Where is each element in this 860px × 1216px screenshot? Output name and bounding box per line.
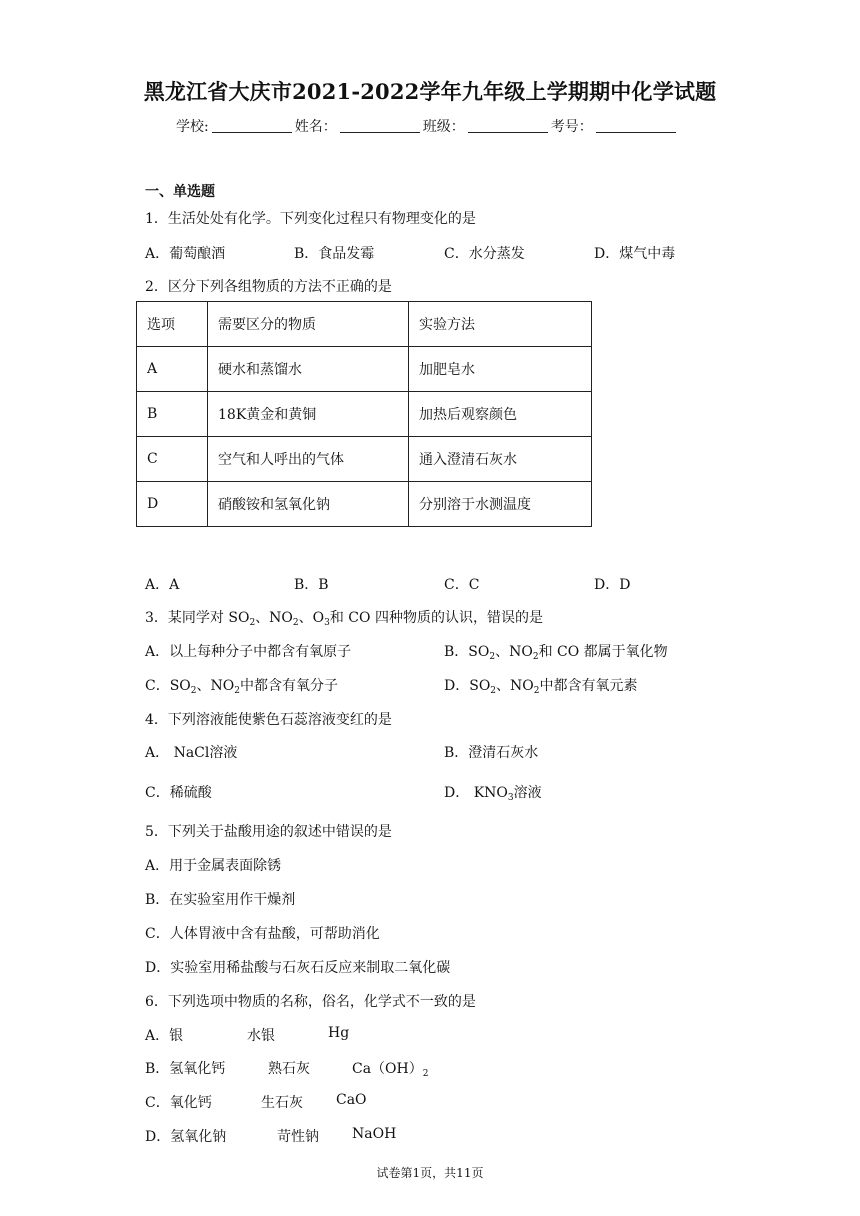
- q6-option-d-formula: NaOH: [352, 1126, 397, 1142]
- table-cell: 18K黄金和黄铜: [208, 392, 409, 437]
- q6-option-b-formula: [352, 1058, 428, 1078]
- q3-option-b: [444, 641, 668, 661]
- q5-stem: 5．下列关于盐酸用途的叙述中错误的是: [145, 824, 392, 840]
- option-text: B．SO: [444, 644, 490, 660]
- option-text: 、NO: [196, 678, 235, 694]
- subscript: 3: [507, 793, 514, 803]
- subscript: 2: [190, 686, 197, 696]
- subscript: 2: [422, 1069, 429, 1079]
- table-cell: B: [137, 392, 208, 437]
- option-text: 、NO: [495, 644, 533, 660]
- q5-option-c: C．人体胃液中含有盐酸，可帮助消化: [145, 926, 380, 942]
- school-blank: [212, 118, 292, 133]
- table-cell: 加肥皂水: [409, 347, 592, 392]
- q6-option-a-formula: Hg: [328, 1025, 350, 1041]
- q4-option-c: C．稀硫酸: [145, 785, 212, 801]
- q4-option-b: B．澄清石灰水: [444, 745, 539, 761]
- option-label: A．: [145, 745, 170, 761]
- q6-option-d-common: 苛性钠: [277, 1129, 319, 1145]
- chemical-formula: Ca（OH）: [352, 1061, 423, 1077]
- q4-option-d: [444, 782, 542, 802]
- table-cell: 硝酸铵和氢氧化钠: [208, 482, 409, 527]
- chemical-formula: NaCl: [173, 745, 210, 761]
- q5-option-b: B．在实验室用作干燥剂: [145, 892, 296, 908]
- q2-option-b: B．B: [294, 577, 329, 593]
- table-row: [137, 347, 592, 392]
- q4-option-a: [145, 742, 237, 762]
- exam-no-blank: [596, 118, 676, 133]
- q1-option-b: B．食品发霉: [294, 246, 375, 262]
- student-info-line: [176, 116, 679, 136]
- subscript: 2: [234, 686, 240, 696]
- option-text: C．SO: [145, 678, 191, 694]
- table-cell: D: [137, 482, 208, 527]
- page-footer: 试卷第1页，共11页: [376, 1166, 484, 1180]
- q5-option-d: D．实验室用稀盐酸与石灰石反应来制取二氧化碳: [145, 960, 451, 976]
- q2-table: [136, 301, 592, 527]
- option-text: 中都含有氧元素: [539, 678, 638, 694]
- q1-option-c: C．水分蒸发: [444, 246, 525, 262]
- subscript: 2: [490, 686, 497, 696]
- page-title: 黑龙江省大庆市2021-2022学年九年级上学期期中化学试题: [143, 79, 717, 104]
- option-text: 、NO: [496, 678, 534, 694]
- q2-option-c: C．C: [444, 577, 480, 593]
- q1-stem: 1．生活处处有化学。下列变化过程只有物理变化的是: [145, 211, 476, 227]
- q6-option-b-common: 熟石灰: [268, 1061, 310, 1077]
- table-cell: A: [137, 347, 208, 392]
- subscript: 2: [249, 618, 256, 628]
- q6-option-a-name: A．银: [145, 1028, 184, 1044]
- table-row: [137, 392, 592, 437]
- class-blank: [468, 118, 548, 133]
- q3-stem-text: 和 CO 四种物质的认识，错误的是: [329, 610, 543, 626]
- table-header-row: [137, 302, 592, 347]
- q6-option-c-formula: CaO: [336, 1092, 367, 1108]
- q1-option-a: A．葡萄酿酒: [145, 246, 226, 262]
- name-label: 姓名：: [294, 119, 337, 135]
- subscript: 2: [292, 618, 299, 628]
- table-row: [137, 437, 592, 482]
- option-text: 溶液: [513, 785, 542, 801]
- table-row: [137, 482, 592, 527]
- q6-option-c-name: C．氧化钙: [145, 1095, 212, 1111]
- class-label: 班级：: [422, 119, 465, 135]
- q3-option-a: A．以上每种分子中都含有氧原子: [145, 644, 352, 660]
- table-header-cell: 选项: [137, 302, 208, 347]
- section-heading: 一、单选题: [145, 184, 215, 200]
- q2-stem: 2．区分下列各组物质的方法不正确的是: [145, 279, 392, 295]
- q6-stem: 6．下列选项中物质的名称，俗名，化学式不一致的是: [145, 994, 476, 1010]
- option-text: 中都含有氧分子: [239, 678, 338, 694]
- table-cell: C: [137, 437, 208, 482]
- q6-option-a-common: 水银: [247, 1028, 275, 1044]
- option-text: 和 CO 都属于氧化物: [538, 644, 668, 660]
- q2-option-a: A．A: [145, 577, 180, 593]
- option-text: D．SO: [444, 678, 491, 694]
- option-text: 溶液: [209, 745, 238, 761]
- subscript: 3: [324, 618, 330, 628]
- q3-option-d: [444, 675, 638, 695]
- q1-option-d: D．煤气中毒: [594, 246, 676, 262]
- subscript: 2: [532, 652, 539, 662]
- q2-option-d: D．D: [594, 577, 631, 593]
- table-cell: 加热后观察颜色: [409, 392, 592, 437]
- chemical-formula: KNO: [473, 785, 508, 801]
- table-cell: 硬水和蒸馏水: [208, 347, 409, 392]
- table-header-cell: 实验方法: [409, 302, 592, 347]
- q3-stem: [145, 607, 543, 627]
- subscript: 2: [533, 686, 540, 696]
- subscript: 2: [489, 652, 496, 662]
- table-cell: 通入澄清石灰水: [409, 437, 592, 482]
- q6-option-b-name: B．氢氧化钙: [145, 1061, 226, 1077]
- q6-option-c-common: 生石灰: [261, 1095, 303, 1111]
- school-label: 学校:: [176, 119, 209, 135]
- q5-option-a: A．用于金属表面除锈: [145, 858, 282, 874]
- q3-option-c: [145, 675, 338, 695]
- q6-option-d-name: D．氢氧化钠: [145, 1129, 227, 1145]
- q3-stem-text: 、O: [298, 610, 325, 626]
- table-header-cell: 需要区分的物质: [208, 302, 409, 347]
- option-label: D．: [444, 785, 470, 801]
- name-blank: [340, 118, 420, 133]
- q3-stem-text: 、NO: [255, 610, 293, 626]
- q3-stem-text: 3．某同学对 SO: [145, 610, 250, 626]
- table-cell: 空气和人呼出的气体: [208, 437, 409, 482]
- exam-no-label: 考号：: [550, 119, 593, 135]
- table-cell: 分别溶于水测温度: [409, 482, 592, 527]
- q4-stem: 4．下列溶液能使紫色石蕊溶液变红的是: [145, 712, 392, 728]
